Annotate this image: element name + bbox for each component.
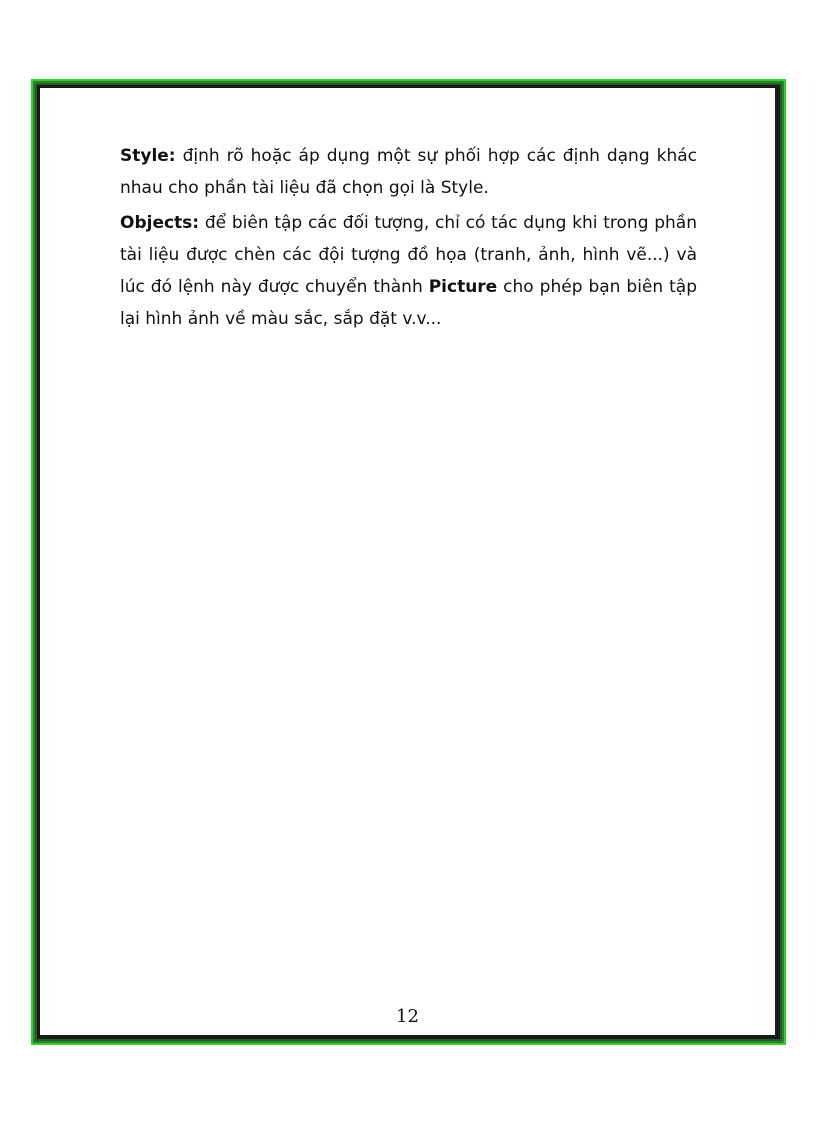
term-style: Style: (120, 146, 176, 166)
body-text (120, 140, 697, 338)
paragraph-objects (120, 207, 697, 335)
page-number: 12 (396, 1006, 419, 1027)
paragraph-style (120, 140, 697, 204)
term-objects: Objects: (120, 213, 200, 233)
definition-objects-part2: cho phép bạn biên tập lại hình ảnh về màu sắc, sắp đặt v.v... (120, 277, 697, 329)
term-picture: Picture (428, 277, 498, 297)
definition-objects-part1: để biên tập các đối tượng, chỉ có tác dụng khi trong phần tài liệu được chèn các đội tượng đồ họa (tranh, ảnh, hình vẽ...) và lúc đó lệnh này được chuyển thành (120, 213, 697, 297)
definition-style: định rõ hoặc áp dụng một sự phối hợp các định dạng khác nhau cho phần tài liệu đã chọn gọi là Style. (120, 146, 697, 198)
page-content-area (40, 88, 775, 1035)
